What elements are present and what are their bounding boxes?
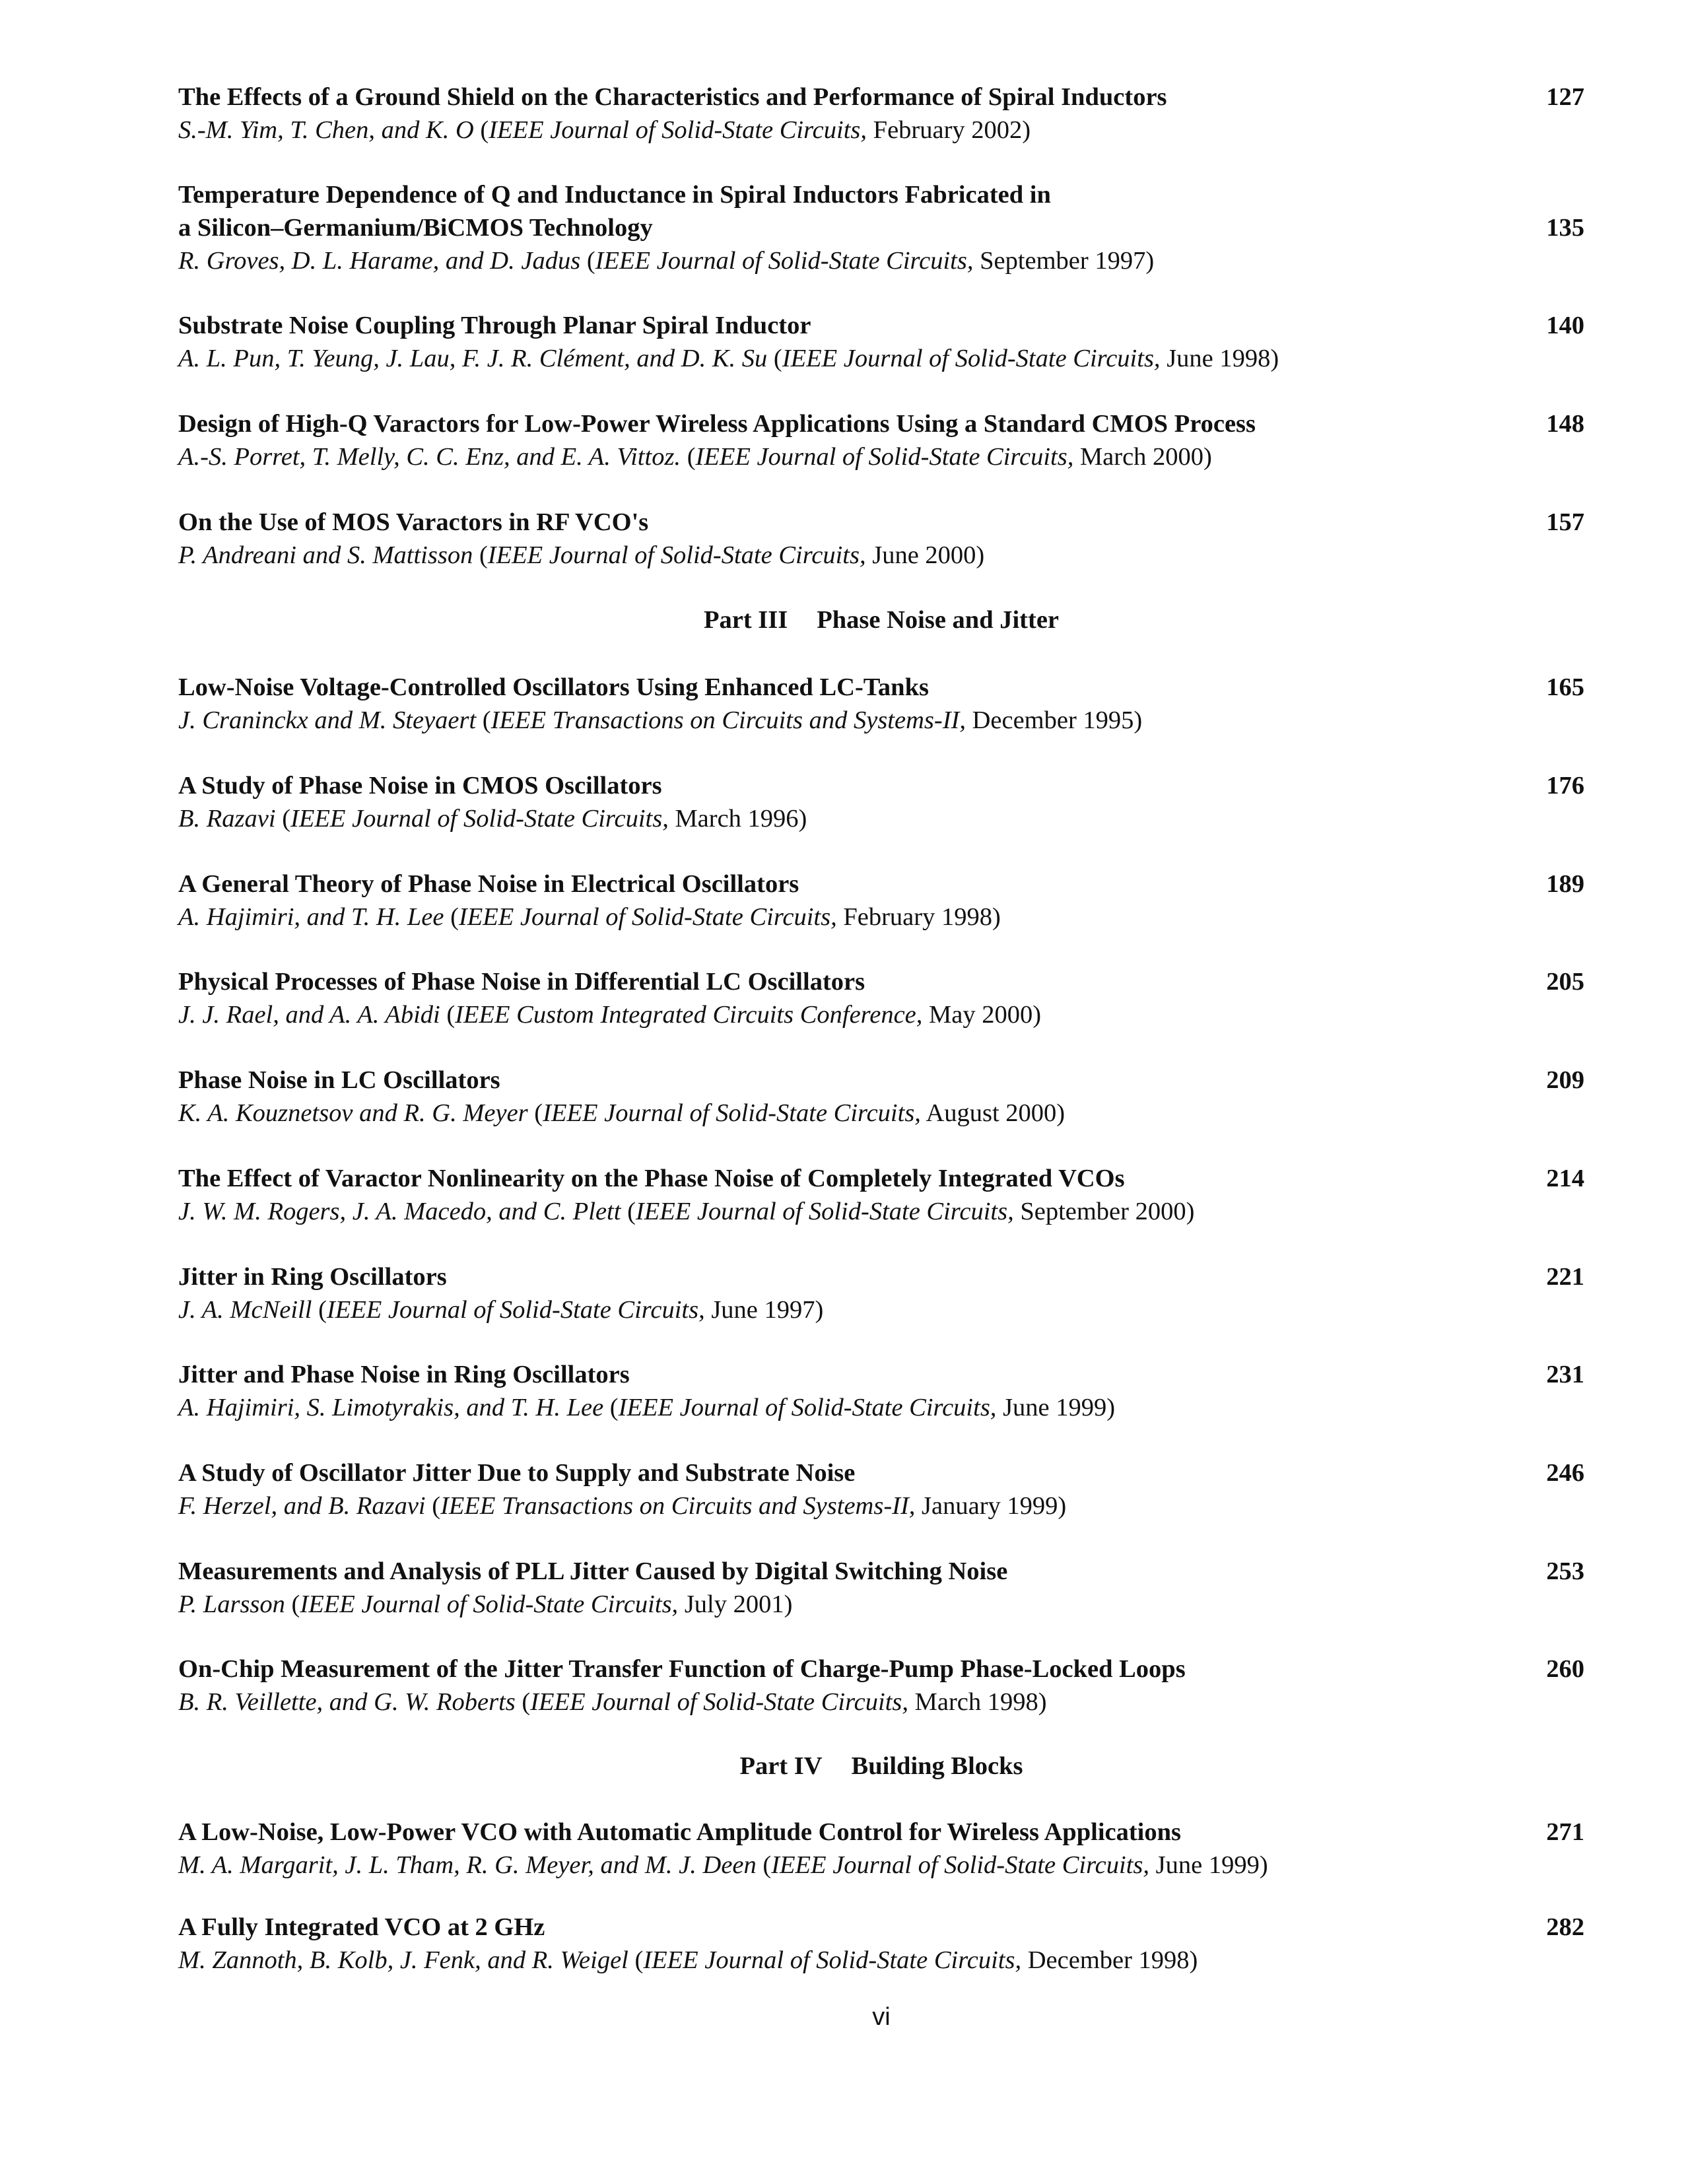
entry-authors: S.-M. Yim, T. Chen, and K. O <box>178 116 474 144</box>
entry-title: On-Chip Measurement of the Jitter Transfer Function of Charge-Pump Phase-Locked Loops <box>178 1655 1186 1683</box>
toc-entry <box>178 178 1584 277</box>
toc-entry <box>178 407 1584 473</box>
entry-page: 271 <box>1546 1818 1584 1846</box>
page-number: vi <box>872 2003 891 2031</box>
entry-date: February 2002) <box>873 116 1031 144</box>
entry-citation: M. A. Margarit, J. L. Tham, R. G. Meyer, and M. J. Deen (IEEE Journal of Solid-State Circuits, June 1999) <box>178 1851 1268 1879</box>
entry-journal: IEEE Journal of Solid-State Circuits, <box>543 1099 921 1127</box>
entry-journal: IEEE Custom Integrated Circuits Conference, <box>455 1001 923 1029</box>
entry-title: A Fully Integrated VCO at 2 GHz <box>178 1913 545 1941</box>
entry-date: May 2000) <box>929 1001 1042 1029</box>
entry-page: 253 <box>1546 1557 1584 1585</box>
entry-journal: IEEE Journal of Solid-State Circuits, <box>635 1198 1014 1225</box>
entry-journal: IEEE Journal of Solid-State Circuits, <box>458 903 837 931</box>
entry-citation: S.-M. Yim, T. Chen, and K. O (IEEE Journal of Solid-State Circuits, February 2002) <box>178 116 1031 144</box>
toc-entry <box>178 309 1584 375</box>
entry-page: 205 <box>1546 968 1584 996</box>
entry-date: June 1997) <box>711 1296 824 1324</box>
entry-citation: B. Razavi (IEEE Journal of Solid-State Circuits, March 1996) <box>178 805 807 833</box>
entry-citation: K. A. Kouznetsov and R. G. Meyer (IEEE Journal of Solid-State Circuits, August 2000) <box>178 1099 1066 1127</box>
entry-journal: IEEE Journal of Solid-State Circuits, <box>782 345 1161 372</box>
entry-authors: P. Larsson <box>178 1590 285 1618</box>
entry-page: 135 <box>1546 214 1584 242</box>
entry-journal: IEEE Journal of Solid-State Circuits, <box>595 247 974 275</box>
part-title: Building Blocks <box>851 1752 1023 1780</box>
entry-authors: J. A. McNeill <box>178 1296 312 1324</box>
entry-citation: A. Hajimiri, S. Limotyrakis, and T. H. Lee (IEEE Journal of Solid-State Circuits, June 1999) <box>178 1394 1116 1421</box>
entry-date: June 2000) <box>872 541 985 569</box>
entry-title: Jitter in Ring Oscillators <box>178 1263 447 1291</box>
entry-date: June 1999) <box>1155 1851 1268 1879</box>
entry-citation: B. R. Veillette, and G. W. Roberts (IEEE Journal of Solid-State Circuits, March 1998) <box>178 1688 1047 1716</box>
toc-entry <box>178 1911 1584 1977</box>
entry-citation: J. J. Rael, and A. A. Abidi (IEEE Custom Integrated Circuits Conference, May 2000) <box>178 1001 1042 1029</box>
entry-title: Physical Processes of Phase Noise in Differential LC Oscillators <box>178 968 865 996</box>
entry-citation: A. Hajimiri, and T. H. Lee (IEEE Journal of Solid-State Circuits, February 1998) <box>178 903 1001 931</box>
entry-journal: IEEE Journal of Solid-State Circuits, <box>326 1296 705 1324</box>
entry-page: 260 <box>1546 1655 1584 1683</box>
entry-authors: A. L. Pun, T. Yeung, J. Lau, F. J. R. Clément, and D. K. Su <box>178 345 768 372</box>
entry-journal: IEEE Journal of Solid-State Circuits, <box>530 1688 909 1716</box>
entry-title: A General Theory of Phase Noise in Electrical Oscillators <box>178 870 799 898</box>
toc-entry <box>178 1456 1584 1522</box>
entry-authors: P. Andreani and S. Mattisson <box>178 541 473 569</box>
entry-citation: R. Groves, D. L. Harame, and D. Jadus (IEEE Journal of Solid-State Circuits, September 1997) <box>178 247 1155 275</box>
entry-authors: J. Craninckx and M. Steyaert <box>178 706 477 734</box>
entry-citation: P. Andreani and S. Mattisson (IEEE Journal of Solid-State Circuits, June 2000) <box>178 541 985 569</box>
toc-entry <box>178 1260 1584 1326</box>
entry-page: 189 <box>1546 870 1584 898</box>
entry-authors: J. W. M. Rogers, J. A. Macedo, and C. Plett <box>178 1198 621 1225</box>
entry-date: March 2000) <box>1079 443 1212 471</box>
entry-citation: J. W. M. Rogers, J. A. Macedo, and C. Plett (IEEE Journal of Solid-State Circuits, September 2000) <box>178 1198 1195 1225</box>
entry-page: 140 <box>1546 312 1584 339</box>
entry-journal: IEEE Journal of Solid-State Circuits, <box>489 116 867 144</box>
entry-title: The Effect of Varactor Nonlinearity on the Phase Noise of Completely Integrated VCOs <box>178 1165 1125 1192</box>
entry-page: 214 <box>1546 1165 1584 1192</box>
entry-citation: J. Craninckx and M. Steyaert (IEEE Transactions on Circuits and Systems-II, December 1995) <box>178 706 1143 734</box>
entry-page: 231 <box>1546 1361 1584 1388</box>
toc-entry <box>178 1162 1584 1228</box>
toc-entry <box>178 81 1584 147</box>
entry-page: 127 <box>1546 83 1584 111</box>
entry-authors: M. A. Margarit, J. L. Tham, R. G. Meyer, and M. J. Deen <box>178 1851 757 1879</box>
toc-entry <box>178 1555 1584 1621</box>
entry-date: January 1999) <box>922 1492 1067 1520</box>
entry-citation: P. Larsson (IEEE Journal of Solid-State Circuits, July 2001) <box>178 1590 793 1618</box>
toc-entry <box>178 1064 1584 1130</box>
part-heading <box>0 1750 1692 1783</box>
entry-date: August 2000) <box>926 1099 1066 1127</box>
entry-title: On the Use of MOS Varactors in RF VCO's <box>178 508 649 536</box>
toc-entry <box>178 868 1584 934</box>
entry-journal: IEEE Journal of Solid-State Circuits, <box>618 1394 997 1421</box>
toc-entry <box>178 965 1584 1031</box>
entry-title: Substrate Noise Coupling Through Planar Spiral Inductor <box>178 312 811 339</box>
entry-page: 282 <box>1546 1913 1584 1941</box>
entry-authors: J. J. Rael, and A. A. Abidi <box>178 1001 440 1029</box>
entry-date: March 1996) <box>675 805 807 833</box>
entry-title: The Effects of a Ground Shield on the Characteristics and Performance of Spiral Inductors <box>178 83 1167 111</box>
toc-entry <box>178 506 1584 572</box>
entry-date: September 2000) <box>1020 1198 1195 1225</box>
entry-journal: IEEE Journal of Solid-State Circuits, <box>290 805 669 833</box>
entry-citation: M. Zannoth, B. Kolb, J. Fenk, and R. Weigel (IEEE Journal of Solid-State Circuits, December 1998) <box>178 1946 1198 1974</box>
entry-authors: A.-S. Porret, T. Melly, C. C. Enz, and E. A. Vittoz. <box>178 443 681 471</box>
toc-entry <box>178 1653 1584 1719</box>
entry-authors: A. Hajimiri, and T. H. Lee <box>178 903 444 931</box>
entry-journal: IEEE Journal of Solid-State Circuits, <box>487 541 866 569</box>
entry-journal: IEEE Journal of Solid-State Circuits, <box>300 1590 679 1618</box>
entry-authors: A. Hajimiri, S. Limotyrakis, and T. H. Lee <box>178 1394 604 1421</box>
entry-date: June 1998) <box>1167 345 1279 372</box>
entry-title: A Study of Oscillator Jitter Due to Supply and Substrate Noise <box>178 1459 856 1487</box>
entry-date: December 1995) <box>972 706 1143 734</box>
toc-entry <box>178 769 1584 835</box>
toc-entry <box>178 671 1584 737</box>
entry-title: Temperature Dependence of Q and Inductance in Spiral Inductors Fabricated in a Silicon–Germanium/BiCMOS Technology <box>178 181 1051 242</box>
entry-date: December 1998) <box>1027 1946 1198 1974</box>
entry-citation: A. L. Pun, T. Yeung, J. Lau, F. J. R. Clément, and D. K. Su (IEEE Journal of Solid-State Circuits, June 1998) <box>178 345 1279 372</box>
toc-entry <box>178 1816 1584 1882</box>
entry-page: 221 <box>1546 1263 1584 1291</box>
entry-title: Low-Noise Voltage-Controlled Oscillators Using Enhanced LC-Tanks <box>178 673 929 701</box>
entry-authors: R. Groves, D. L. Harame, and D. Jadus <box>178 247 581 275</box>
toc-entry <box>178 1358 1584 1424</box>
entry-title: Phase Noise in LC Oscillators <box>178 1066 500 1094</box>
entry-authors: K. A. Kouznetsov and R. G. Meyer <box>178 1099 528 1127</box>
part-heading <box>0 603 1692 636</box>
entry-page: 176 <box>1546 772 1584 800</box>
entry-title: A Low-Noise, Low-Power VCO with Automatic Amplitude Control for Wireless Applications <box>178 1818 1182 1846</box>
entry-page: 157 <box>1546 508 1584 536</box>
entry-date: June 1999) <box>1003 1394 1116 1421</box>
part-number: Part IV <box>739 1752 823 1780</box>
entry-date: February 1998) <box>843 903 1001 931</box>
entry-citation: J. A. McNeill (IEEE Journal of Solid-State Circuits, June 1997) <box>178 1296 824 1324</box>
entry-page: 246 <box>1546 1459 1584 1487</box>
entry-authors: M. Zannoth, B. Kolb, J. Fenk, and R. Weigel <box>178 1946 628 1974</box>
part-number: Part III <box>703 606 788 634</box>
entry-journal: IEEE Journal of Solid-State Circuits, <box>695 443 1074 471</box>
entry-title: A Study of Phase Noise in CMOS Oscillators <box>178 772 662 800</box>
entry-title: Measurements and Analysis of PLL Jitter Caused by Digital Switching Noise <box>178 1557 1008 1585</box>
entry-title: Design of High-Q Varactors for Low-Power Wireless Applications Using a Standard CMOS Process <box>178 410 1256 438</box>
entry-title: Jitter and Phase Noise in Ring Oscillators <box>178 1361 630 1388</box>
entry-page: 148 <box>1546 410 1584 438</box>
entry-page: 165 <box>1546 673 1584 701</box>
entry-authors: F. Herzel, and B. Razavi <box>178 1492 426 1520</box>
entry-page: 209 <box>1546 1066 1584 1094</box>
entry-citation: F. Herzel, and B. Razavi (IEEE Transactions on Circuits and Systems-II, January 1999) <box>178 1492 1067 1520</box>
entry-authors: B. Razavi <box>178 805 276 833</box>
entry-date: September 1997) <box>980 247 1155 275</box>
entry-date: July 2001) <box>684 1590 793 1618</box>
entry-journal: IEEE Transactions on Circuits and Systems-II, <box>440 1492 916 1520</box>
entry-citation: A.-S. Porret, T. Melly, C. C. Enz, and E. A. Vittoz. (IEEE Journal of Solid-State Circuits, March 2000) <box>178 443 1212 471</box>
entry-authors: B. R. Veillette, and G. W. Roberts <box>178 1688 516 1716</box>
part-title: Phase Noise and Jitter <box>817 606 1060 634</box>
entry-journal: IEEE Transactions on Circuits and Systems-II, <box>491 706 966 734</box>
entry-journal: IEEE Journal of Solid-State Circuits, <box>771 1851 1150 1879</box>
entry-date: March 1998) <box>914 1688 1047 1716</box>
entry-journal: IEEE Journal of Solid-State Circuits, <box>643 1946 1022 1974</box>
